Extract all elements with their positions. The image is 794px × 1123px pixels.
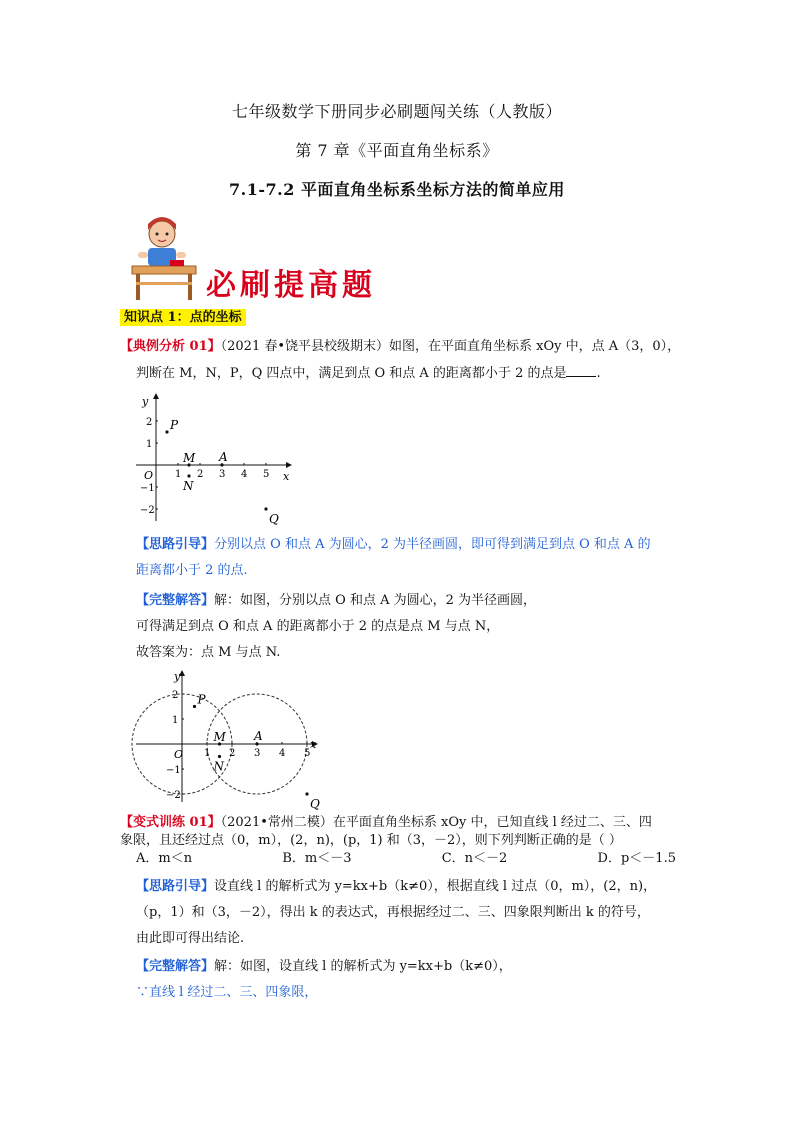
x-tick-label: 5 <box>304 748 311 759</box>
knowledge-point-label: 知识点 1：点的坐标 <box>120 306 246 325</box>
hint1-line-1: 【思路引导】分别以点 O 和点 A 为圆心，2 为半径画圆，即可得到满足到点 O 和点 A 的 <box>136 537 651 552</box>
y-tick-label: −2 <box>140 505 155 516</box>
y-tick-label: 1 <box>146 439 153 450</box>
point-q <box>305 792 308 795</box>
answer2-tag: 【完整解答】 <box>136 959 215 974</box>
x-axis-label: x <box>283 470 290 483</box>
example-line-2: 判断在 M，N，P，Q 四点中，满足到点 O 和点 A 的距离都小于 2 的点是 . <box>136 366 601 381</box>
y-tick-label: 2 <box>172 690 179 701</box>
option-b: B．m＜－3 <box>282 851 352 866</box>
point-p <box>193 705 196 708</box>
chapter-title: 第 7 章《平面直角坐标系》 <box>295 141 499 160</box>
y-tick-label: 2 <box>146 417 153 428</box>
x-tick-label: 1 <box>175 469 182 480</box>
x-axis-label: x <box>310 738 317 751</box>
student-illustration-icon <box>128 210 200 302</box>
point-label-a: A <box>254 729 263 743</box>
coordinate-graph-1 <box>136 393 296 526</box>
option-c: C．n＜－2 <box>441 851 508 866</box>
point-label-n: N <box>213 759 224 774</box>
point-label-q: Q <box>269 512 279 526</box>
variant-options <box>136 850 676 868</box>
origin-label: O <box>174 748 184 761</box>
point-label-a: A <box>219 450 228 464</box>
point-p <box>165 430 168 433</box>
point-q <box>264 507 267 510</box>
answer2-line-2: ∵直线 l 经过二、三、四象限， <box>136 985 318 1000</box>
coordinate-graph-2 <box>136 668 326 811</box>
hint1-tag: 【思路引导】 <box>136 537 215 552</box>
x-tick-label: 2 <box>197 469 204 480</box>
point-label-m: M <box>183 451 196 465</box>
example-line-1: 【典例分析 01】（2021 春•饶平县校级期末）如图，在平面直角坐标系 xOy 中，点 A（3，0）， <box>120 339 681 354</box>
origin-label: O <box>144 469 154 482</box>
hint2-line-1: 【思路引导】设直线 l 的解析式为 y=kx+b（k≠0），根据直线 l 过点（0，m），(2，n)， <box>136 879 657 894</box>
answer2-line-1: 【完整解答】解：如图，设直线 l 的解析式为 y=kx+b（k≠0）， <box>136 959 512 974</box>
example-tag: 【典例分析 01】 <box>120 339 221 354</box>
y-axis-label: y <box>142 395 149 408</box>
answer-blank <box>566 364 596 377</box>
answer1-tag: 【完整解答】 <box>136 593 215 608</box>
answer1-line-3: 故答案为：点 M 与点 N. <box>136 645 281 660</box>
y-tick-label: −2 <box>166 790 181 801</box>
document-title: 七年级数学下册同步必刷题闯关练（人教版） <box>231 102 562 121</box>
answer1-line-2: 可得满足到点 O 和点 A 的距离都小于 2 的点是点 M 与点 N， <box>136 619 500 634</box>
point-n <box>187 474 190 477</box>
variant-line-1: 【变式训练 01】（2021•常州二模）在平面直角坐标系 xOy 中，已知直线 l 经过二、三、四 <box>120 815 652 830</box>
x-tick-label: 4 <box>241 469 248 480</box>
option-d: D．p＜－1.5 <box>597 851 676 866</box>
point-label-n: N <box>183 479 194 493</box>
hint2-line-2: （p，1）和（3，－2），得出 k 的表达式，再根据经过二、三、四象限判断出 k 的符号， <box>136 905 650 920</box>
section-title: 7.1-7.2 平面直角坐标系坐标方法的简单应用 <box>229 180 565 199</box>
y-axis-label: y <box>174 670 181 683</box>
hint2-line-3: 由此即可得出结论. <box>136 931 245 946</box>
point-label-q: Q <box>310 797 320 811</box>
x-tick-label: 4 <box>279 748 286 759</box>
x-tick-label: 5 <box>263 469 270 480</box>
variant-line-2: 象限，且还经过点（0，m），(2，n)，(p，1) 和（3，－2），则下列判断正确的是（ ） <box>120 833 622 848</box>
x-tick-label: 3 <box>254 748 261 759</box>
banner-title: 必刷提高题 <box>206 268 376 303</box>
x-tick-label: 3 <box>219 469 226 480</box>
y-tick-label: 1 <box>172 715 179 726</box>
hint2-tag: 【思路引导】 <box>136 879 215 894</box>
point-label-m: M <box>213 730 226 744</box>
point-label-p: P <box>170 418 179 432</box>
answer1-line-1: 【完整解答】解：如图，分别以点 O 和点 A 为圆心，2 为半径画圆， <box>136 593 536 608</box>
option-a: A．m＜n <box>136 851 193 866</box>
y-tick-label: −1 <box>166 765 181 776</box>
y-tick-label: −1 <box>140 483 155 494</box>
hint1-line-2: 距离都小于 2 的点. <box>136 563 248 578</box>
point-label-p: P <box>197 692 206 707</box>
x-tick-label: 1 <box>204 748 211 759</box>
variant-tag: 【变式训练 01】 <box>120 815 221 830</box>
x-tick-label: 2 <box>229 748 236 759</box>
point-n <box>218 755 221 758</box>
